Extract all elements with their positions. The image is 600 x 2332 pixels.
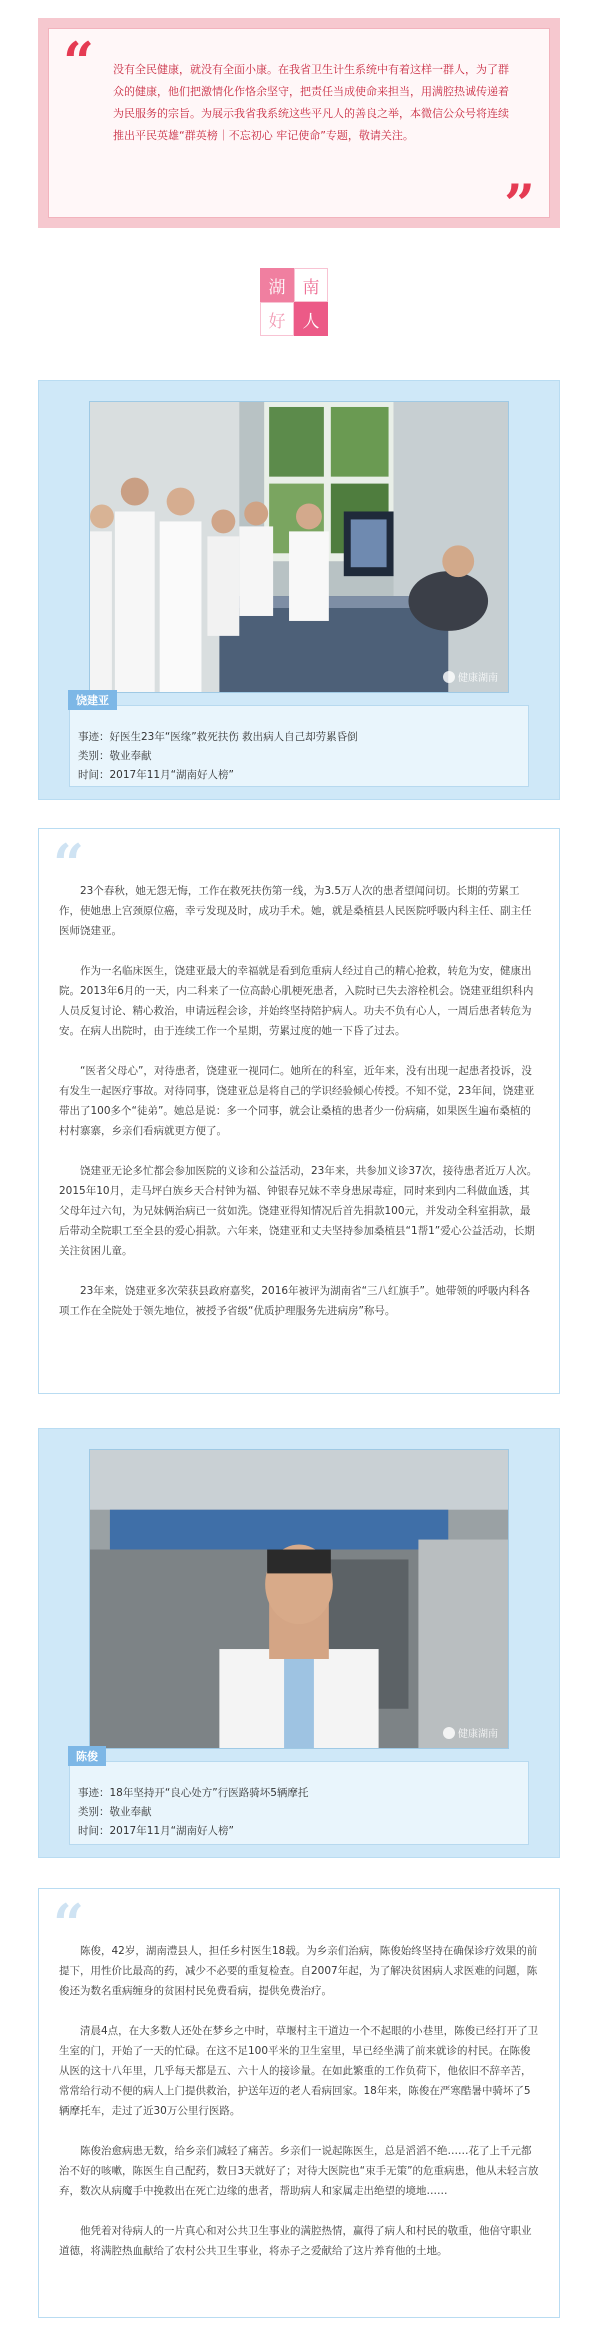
profile-category-row: 类别：敬业奉献: [78, 750, 152, 762]
profile-event: 好医生23年“医缘”救死扶伤 救出病人自己却劳累昏倒: [109, 731, 358, 743]
story-paragraph: 陈俊，42岁，湖南澧县人，担任乡村医生18载。为乡亲们治病，陈俊始终坚持在确保诊疗效果的前提下，用性价比最高的药，减少不必要的重复检查。自2007年起，为了解决贫困病人求医难的问题，陈俊还为数名重病缠身的贫困村民免费看病，提供免费治疗。: [59, 1945, 538, 1997]
quote-open-icon: “: [53, 832, 85, 896]
intro-frame: [48, 28, 550, 236]
story-paragraph: 作为一名临床医生，饶建亚最大的幸福就是看到危重病人经过自己的精心抢救，转危为安，健康出院。2013年6月的一天，内二科来了一位高龄心肌梗死患者，入院时已失去溶栓机会。饶建亚组织科内人员反复讨论、精心救治，申请远程会诊，并始终坚持陪护病人。功夫不负有心人，一周后患者转危为安。在病人出院时，由于连续工作一个星期，劳累过度的她一下昏了过去。: [59, 965, 534, 1037]
watermark: [443, 1725, 498, 1740]
profile-category: 敬业奉献: [109, 1806, 152, 1818]
profile-category: 敬业奉献: [109, 750, 152, 762]
quote-open-icon: “: [53, 1892, 85, 1956]
watermark: [443, 669, 498, 684]
hunan-good-people-logo: [260, 268, 340, 348]
profile-info-2: [69, 1750, 529, 1845]
intro-text: 没有全民健康，就没有全面小康。在我省卫生计生系统中有着这样一群人，为了群众的健康，他们把激情化作恪余坚守，把责任当成使命来担当，用满腔热诚传递着为民服务的宗旨。为展示我省我系统这些平凡人的善良之举，本微信公众号将连续推出平民英雄“群英榜｜不忘初心 牢记使命”专题，敬请关注。: [113, 63, 509, 142]
profile-card-2: [38, 1428, 560, 1858]
story-paragraph: 23年来，饶建亚多次荣获县政府嘉奖，2016年被评为湖南省“三八红旗手”。她带领的呼吸内科各项工作在全院处于领先地位，被授予省级“优质护理服务先进病房”称号。: [59, 1285, 530, 1317]
story-box-1: [38, 828, 560, 1394]
profile-time-row: 时间：2017年11月“湖南好人榜”: [78, 769, 234, 781]
story-paragraph: 陈俊治愈病患无数，给乡亲们减轻了痛苦。乡亲们一说起陈医生，总是滔滔不绝……花了上千元都治不好的咳嗽，陈医生自己配药，数日3天就好了；对待大医院也“束手无策”的危重病患，他从未轻言放弃，数次从病魔手中挽救出在死亡边缘的患者，帮助病人和家属走出绝望的境地……: [59, 2145, 539, 2197]
watermark-text: 健康湖南: [458, 673, 498, 684]
profile-category-row: 类别：敬业奉献: [78, 1806, 152, 1818]
profile-event: 18年坚持开“良心处方”行医路骑坏5辆摩托: [109, 1787, 309, 1799]
logo-char-3: 好: [260, 302, 294, 336]
profile-time: 2017年11月“湖南好人榜”: [109, 769, 234, 781]
profile-name-tag: 饶建亚: [68, 690, 117, 710]
wechat-icon: [443, 1727, 455, 1739]
story-body-2: [59, 1941, 539, 2261]
profile-name-tag: 陈俊: [68, 1746, 106, 1766]
logo-char-1: 湖: [260, 268, 294, 302]
story-paragraph: 23个春秋，她无怨无悔，工作在救死扶伤第一线，为3.5万人次的患者望闻问切。长期的劳累工作，使她患上宫颈原位癌，幸亏发现及时，成功手术。她，就是桑植县人民医院呼吸内科主任、副主任医师饶建亚。: [59, 885, 532, 937]
profile-event-row: 事迹：好医生23年“医缘”救死扶伤 救出病人自己却劳累昏倒: [78, 731, 358, 743]
story-body-1: [59, 881, 539, 1321]
village-clinic-photo: [90, 1450, 508, 1749]
quote-open-icon: “: [63, 30, 95, 94]
logo-char-4: 人: [294, 302, 328, 336]
story-paragraph: 饶建亚无论多忙都会参加医院的义诊和公益活动，23年来，共参加义诊37次，接待患者近万人次。2015年10月，走马坪白族乡天合村钟为福、钟银春兄妹不幸身患尿毒症，同时来到内二科做血透，其父母年过六旬，为兄妹俩治病已一贫如洗。饶建亚得知情况后首先捐款100元，并发动全科室捐款，最后带动全院职工至全县的爱心捐款。六年来，饶建亚和丈夫坚持参加桑植县“1帮1”爱心公益活动，长期关注贫困儿童。: [59, 1165, 538, 1257]
profile-time: 2017年11月“湖南好人榜”: [109, 1825, 234, 1837]
watermark-text: 健康湖南: [458, 1729, 498, 1740]
wechat-icon: [443, 671, 455, 683]
story-box-2: [38, 1888, 560, 2318]
intro-banner: [38, 18, 560, 236]
story-paragraph: 清晨4点，在大多数人还处在梦乡之中时，草堰村主干道边一个不起眼的小巷里，陈俊已经打开了卫生室的门，开始了一天的忙碌。在这不足100平米的卫生室里，早已经坐满了前来就诊的村民。在陈俊从医的这十八年里，几乎每天都是五、六十人的接诊量。在如此繁重的工作负荷下，他依旧不辞辛苦，常常给行动不便的病人上门提供救治，护送年迈的老人看病回家。18年来，陈俊在严寒酷暑中骑坏了5辆摩托车，走过了近30万公里行医路。: [59, 2025, 539, 2117]
profile-photo-2[interactable]: [89, 1449, 509, 1749]
story-paragraph: 他凭着对待病人的一片真心和对公共卫生事业的满腔热情，赢得了病人和村民的敬重，他倍守职业道德，将满腔热血献给了农村公共卫生事业，将赤子之爱献给了这片养育他的土地。: [59, 2225, 532, 2257]
profile-card-1: [38, 380, 560, 800]
profile-info-1: [69, 694, 529, 787]
quote-close-icon: ”: [503, 172, 535, 236]
logo-char-2: 南: [294, 268, 328, 302]
profile-photo-1[interactable]: [89, 401, 509, 693]
profile-event-row: 事迹：18年坚持开“良心处方”行医路骑坏5辆摩托: [78, 1787, 309, 1799]
hospital-ward-photo: [90, 402, 508, 693]
profile-time-row: 时间：2017年11月“湖南好人榜”: [78, 1825, 234, 1837]
story-paragraph: “医者父母心”，对待患者，饶建亚一视同仁。她所在的科室，近年来，没有出现一起患者投诉，没有发生一起医疗事故。对待同事，饶建亚总是将自己的学识经验倾心传授。不知不觉，23年间，饶建亚带出了100多个“徒弟”。她总是说：多一个同事，就会让桑植的患者少一份病痛，如果医生遍布桑植的村村寨寨，乡亲们看病就更方便了。: [59, 1065, 535, 1137]
